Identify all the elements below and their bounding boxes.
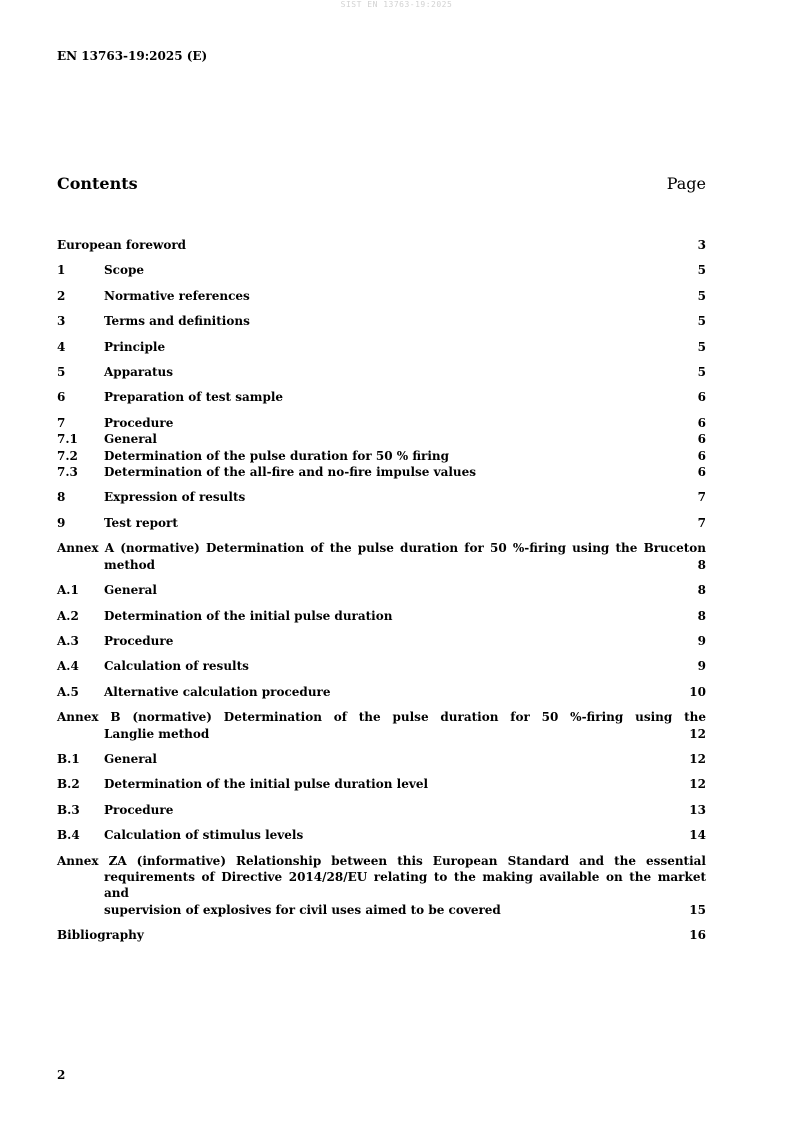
toc-page: 7 [697,490,706,505]
toc-entry-normative-references[interactable] [57,288,706,304]
toc-page: 5 [697,365,706,380]
toc-entry-foreword[interactable] [57,237,706,253]
toc-entry-apparatus[interactable] [57,364,706,380]
leader-dots [179,522,697,528]
toc-number: A.5 [57,684,79,699]
toc-entry-a1[interactable] [57,582,706,598]
table-of-contents [57,237,706,944]
toc-entry-bibliography[interactable] [57,927,706,943]
toc-entry-test-report[interactable] [57,515,706,531]
toc-title: Calculation of stimulus levels [104,828,304,843]
toc-number: 7.1 [57,432,78,447]
toc-number: B.3 [57,802,80,817]
leader-dots [166,346,697,352]
toc-entry-preparation[interactable] [57,389,706,405]
toc-title: Normative references [104,288,250,303]
toc-page: 5 [697,263,706,278]
toc-page: 6 [697,432,706,447]
toc-entry-b3[interactable] [57,802,706,818]
toc-title: Procedure [104,802,174,817]
leader-dots [158,590,697,596]
watermark: SIST EN 13763-19:2025 [340,0,453,9]
toc-number: 9 [57,515,66,530]
toc-entry-b4[interactable] [57,827,706,843]
leader-dots [145,935,689,941]
annex-heading: Annex B (normative) Determination of the pulse duration for 50 %-firing using the [57,710,706,725]
toc-page: 7 [697,515,706,530]
toc-page: 5 [697,314,706,329]
leader-dots [156,564,697,570]
toc-entry-all-fire[interactable] [57,464,706,480]
toc-title: Apparatus [104,365,173,380]
leader-dots [174,422,696,428]
toc-entry-a5[interactable] [57,684,706,700]
annex-heading-continued: requirements of Directive 2014/28/EU relating to the making available on the market and [104,869,706,901]
toc-entry-pulse-duration[interactable] [57,448,706,464]
toc-page: 13 [689,802,706,817]
toc-page: 6 [697,390,706,405]
toc-page: 3 [697,238,706,252]
toc-title: Principle [104,339,166,354]
annex-title-tail: method [104,557,155,572]
leader-dots [477,471,697,477]
leader-dots [158,439,697,445]
toc-title: Determination of the initial pulse duration [104,608,393,623]
leader-dots [174,640,696,646]
toc-entry-annex-b[interactable] [57,709,706,742]
toc-entry-principle[interactable] [57,339,706,355]
toc-entry-a4[interactable] [57,658,706,674]
toc-number: A.4 [57,659,79,674]
toc-title: General [104,432,157,447]
toc-number: 3 [57,314,66,329]
toc-title: Terms and definitions [104,314,250,329]
leader-dots [251,295,697,301]
toc-title: Alternative calculation procedure [104,684,331,699]
toc-entry-scope[interactable] [57,262,706,278]
toc-title: Determination of the pulse duration for 50 % firing [104,448,450,463]
toc-title: General [104,751,157,766]
toc-number: A.3 [57,633,79,648]
toc-entry-annex-za[interactable] [57,853,706,919]
toc-number: 5 [57,365,66,380]
toc-page: 6 [697,465,706,480]
contents-header [57,174,706,193]
toc-entry-b2[interactable] [57,776,706,792]
toc-number: 8 [57,490,66,505]
leader-dots [304,835,688,841]
leader-dots [158,758,688,764]
leader-dots [251,321,697,327]
toc-entry-expression-of-results[interactable] [57,489,706,505]
toc-page: 10 [689,684,706,699]
toc-entry-annex-a[interactable] [57,540,706,573]
toc-number: A.2 [57,608,79,623]
toc-title: General [104,583,157,598]
toc-title: Test report [104,515,178,530]
toc-page: 8 [697,608,706,623]
toc-entry-a2[interactable] [57,608,706,624]
annex-title-tail: supervision of explosives for civil uses aimed to be covered [104,902,501,917]
toc-title: Determination of the all-fire and no-fire impulse values [104,465,477,480]
toc-number: 2 [57,288,66,303]
toc-number: 7 [57,415,66,430]
toc-page: 9 [697,633,706,648]
leader-dots [246,497,696,503]
leader-dots [502,909,689,915]
leader-dots [174,371,697,377]
annex-heading: Annex ZA (informative) Relationship between this European Standard and the essential [57,853,706,868]
toc-entry-terms-definitions[interactable] [57,313,706,329]
leader-dots [187,244,697,250]
leader-dots [210,733,688,739]
toc-number: B.2 [57,777,80,792]
leader-dots [332,691,689,697]
toc-page: 15 [689,902,706,917]
toc-page: 16 [689,928,706,943]
toc-title: Preparation of test sample [104,390,284,405]
toc-number: 7.3 [57,465,78,480]
toc-page: 14 [689,828,706,843]
toc-entry-procedure-general[interactable] [57,431,706,447]
toc-number: A.1 [57,583,79,598]
toc-page: 5 [697,339,706,354]
leader-dots [174,809,688,815]
toc-title: Calculation of results [104,659,249,674]
toc-number: 4 [57,339,66,354]
toc-page: 5 [697,288,706,303]
toc-page: 6 [697,448,706,463]
toc-title: Procedure [104,633,174,648]
toc-number: 6 [57,390,66,405]
toc-page: 12 [689,726,706,741]
toc-number: B.1 [57,751,80,766]
toc-page: 8 [697,583,706,598]
leader-dots [450,455,697,461]
leader-dots [429,784,688,790]
leader-dots [393,615,696,621]
toc-title: Determination of the initial pulse duration level [104,777,429,792]
toc-entry-procedure[interactable] [57,415,706,431]
toc-page: 6 [697,415,706,430]
toc-page: 8 [697,557,706,572]
page-column-label: Page [666,174,706,193]
leader-dots [145,270,697,276]
toc-entry-b1[interactable] [57,751,706,767]
toc-page: 9 [697,659,706,674]
page-number: 2 [57,1068,66,1082]
toc-page: 12 [689,751,706,766]
toc-number: B.4 [57,828,80,843]
toc-number: 7.2 [57,448,78,463]
contents-title: Contents [57,174,138,193]
leader-dots [250,666,697,672]
toc-title: Scope [104,263,145,278]
toc-entry-a3[interactable] [57,633,706,649]
toc-page: 12 [689,777,706,792]
document-identifier: EN 13763-19:2025 (E) [57,49,208,63]
toc-number: 1 [57,263,66,278]
toc-title: Expression of results [104,490,246,505]
toc-title: European foreword [57,238,187,252]
annex-heading: Annex A (normative) Determination of the pulse duration for 50 %-firing using the Bruceton [57,541,706,556]
annex-title-tail: Langlie method [104,726,210,741]
leader-dots [284,397,697,403]
toc-title: Bibliography [57,928,144,943]
toc-title: Procedure [104,415,174,430]
